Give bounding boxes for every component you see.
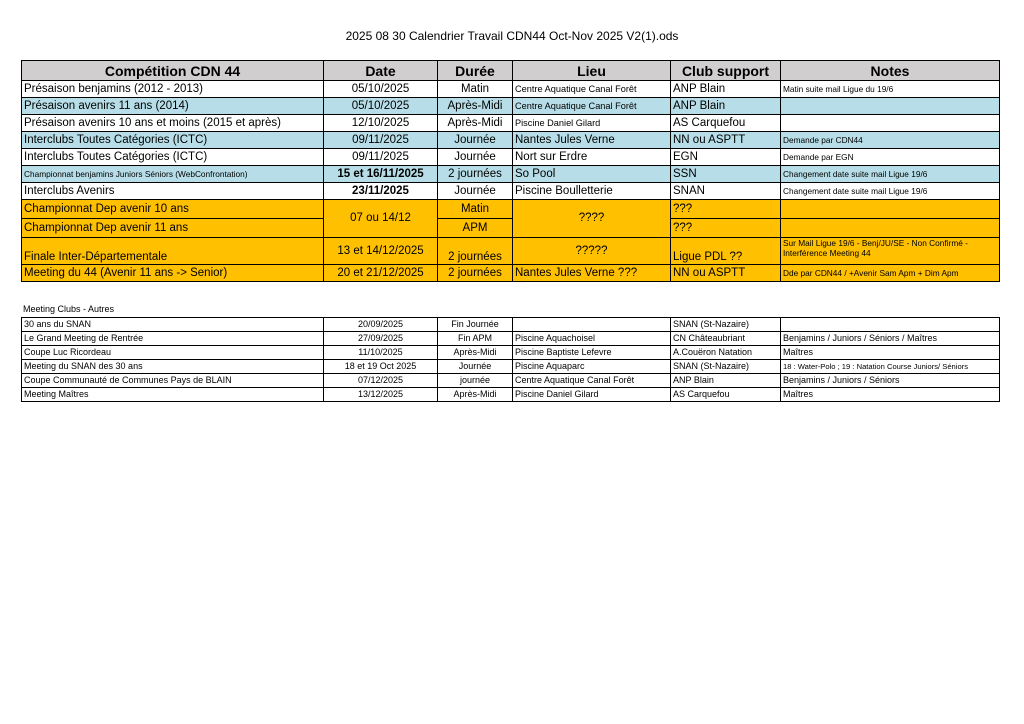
cell-notes: Matin suite mail Ligue du 19/6 [781, 81, 1000, 98]
cell-notes: Benjamins / Juniors / Séniors [781, 374, 1000, 388]
cell-date: 05/10/2025 [324, 81, 438, 98]
cell-date: 05/10/2025 [324, 98, 438, 115]
cell-duree: 2 journées [438, 166, 513, 183]
cell-competition: Championnat Dep avenir 11 ans [22, 219, 324, 238]
cell-notes: Demande par CDN44 [781, 132, 1000, 149]
cell-competition: Présaison avenirs 10 ans et moins (2015 et après) [22, 115, 324, 132]
cell-club: NN ou ASPTT [671, 132, 781, 149]
cell-duree: 2 journées [438, 238, 513, 265]
cell-meeting: Coupe Luc Ricordeau [22, 346, 324, 360]
cell-club: ??? [671, 200, 781, 219]
cell-lieu: Nantes Jules Verne [513, 132, 671, 149]
cell-club: A.Couëron Natation [671, 346, 781, 360]
cell-club: EGN [671, 149, 781, 166]
cell-club: SNAN (St-Nazaire) [671, 360, 781, 374]
cell-duree: Après-Midi [438, 98, 513, 115]
cell-club: ??? [671, 219, 781, 238]
table-row [22, 81, 1000, 98]
header-notes: Notes [781, 61, 1000, 81]
cell-competition: Championnat Dep avenir 10 ans [22, 200, 324, 219]
cell-date: 15 et 16/11/2025 [324, 166, 438, 183]
cell-duree: Matin [438, 81, 513, 98]
table-row [22, 360, 1000, 374]
cell-date: 20 et 21/12/2025 [324, 265, 438, 282]
table-row [22, 98, 1000, 115]
cell-notes: Sur Mail Ligue 19/6 - Benj/JU/SE - Non Confirmé - Interférence Meeting 44 [781, 238, 1000, 265]
table-row [22, 238, 1000, 265]
header-date: Date [324, 61, 438, 81]
cell-date: 23/11/2025 [324, 183, 438, 200]
cell-lieu: Piscine Daniel Gilard [513, 115, 671, 132]
cell-club: SNAN [671, 183, 781, 200]
cell-competition: Meeting du 44 (Avenir 11 ans -> Senior) [22, 265, 324, 282]
cell-notes: Benjamins / Juniors / Séniors / Maîtres [781, 332, 1000, 346]
cell-date: 27/09/2025 [324, 332, 438, 346]
cell-notes [781, 200, 1000, 219]
cell-duree: Journée [438, 149, 513, 166]
cell-duree: Journée [438, 183, 513, 200]
cell-lieu: Piscine Aquachoisel [513, 332, 671, 346]
table-row [22, 132, 1000, 149]
table-row [22, 200, 1000, 219]
table-row [22, 265, 1000, 282]
cell-lieu: Piscine Baptiste Lefevre [513, 346, 671, 360]
cell-competition: Présaison benjamins (2012 - 2013) [22, 81, 324, 98]
cell-duree: Après-Midi [438, 115, 513, 132]
cell-date: 09/11/2025 [324, 149, 438, 166]
cell-date: 11/10/2025 [324, 346, 438, 360]
cell-date: 18 et 19 Oct 2025 [324, 360, 438, 374]
cell-club: NN ou ASPTT [671, 265, 781, 282]
cell-competition: Présaison avenirs 11 ans (2014) [22, 98, 324, 115]
cell-lieu: Centre Aquatique Canal Forêt [513, 374, 671, 388]
cell-duree: journée [438, 374, 513, 388]
clubs-section-title: Meeting Clubs - Autres [23, 304, 115, 314]
table-row [22, 183, 1000, 200]
cell-date: 07 ou 14/12 [324, 200, 438, 238]
cell-club: ANP Blain [671, 374, 781, 388]
cell-club: SSN [671, 166, 781, 183]
cell-notes: Changement date suite mail Ligue 19/6 [781, 166, 1000, 183]
cell-meeting: Le Grand Meeting de Rentrée [22, 332, 324, 346]
cell-duree: Fin APM [438, 332, 513, 346]
cell-lieu: Piscine Daniel Gilard [513, 388, 671, 402]
cell-meeting: Meeting Maîtres [22, 388, 324, 402]
cell-duree: Après-Midi [438, 388, 513, 402]
cell-club: AS Carquefou [671, 388, 781, 402]
cell-notes: Dde par CDN44 / +Avenir Sam Apm + Dim Apm [781, 265, 1000, 282]
header-lieu: Lieu [513, 61, 671, 81]
cell-date: 13 et 14/12/2025 [324, 238, 438, 265]
cell-notes [781, 98, 1000, 115]
cell-competition: Interclubs Toutes Catégories (ICTC) [22, 132, 324, 149]
cell-notes: Changement date suite mail Ligue 19/6 [781, 183, 1000, 200]
cell-date: 09/11/2025 [324, 132, 438, 149]
table-row [22, 219, 1000, 238]
cell-lieu: Piscine Aquaparc [513, 360, 671, 374]
cell-duree: Fin Journée [438, 318, 513, 332]
cell-competition: Interclubs Avenirs [22, 183, 324, 200]
cell-meeting: 30 ans du SNAN [22, 318, 324, 332]
table-row [22, 166, 1000, 183]
cell-duree: Matin [438, 200, 513, 219]
cell-club: SNAN (St-Nazaire) [671, 318, 781, 332]
cell-duree: APM [438, 219, 513, 238]
cell-notes [781, 115, 1000, 132]
cell-club: AS Carquefou [671, 115, 781, 132]
header-duree: Durée [438, 61, 513, 81]
header-club-support: Club support [671, 61, 781, 81]
cell-lieu: Nort sur Erdre [513, 149, 671, 166]
cell-duree: Journée [438, 132, 513, 149]
cell-club: CN Châteaubriant [671, 332, 781, 346]
table-row [22, 318, 1000, 332]
cell-notes: Maîtres [781, 346, 1000, 360]
cell-lieu: Nantes Jules Verne ??? [513, 265, 671, 282]
table-row [22, 115, 1000, 132]
cell-notes: 18 : Water-Polo ; 19 : Natation Course Juniors/ Séniors [781, 360, 1000, 374]
table-row [22, 388, 1000, 402]
cell-duree: Journée [438, 360, 513, 374]
meeting-clubs-table [21, 317, 1000, 402]
cell-notes: Maîtres [781, 388, 1000, 402]
cell-lieu [513, 318, 671, 332]
cell-date: 12/10/2025 [324, 115, 438, 132]
cell-duree: 2 journées [438, 265, 513, 282]
cell-date: 07/12/2025 [324, 374, 438, 388]
cell-club: ANP Blain [671, 81, 781, 98]
cell-club: Ligue PDL ?? [671, 238, 781, 265]
cell-duree: Après-Midi [438, 346, 513, 360]
cell-lieu: Centre Aquatique Canal Forêt [513, 81, 671, 98]
cdn44-competition-table [21, 60, 1000, 282]
cell-notes [781, 219, 1000, 238]
cell-date: 13/12/2025 [324, 388, 438, 402]
cell-meeting: Meeting du SNAN des 30 ans [22, 360, 324, 374]
cell-lieu: Centre Aquatique Canal Forêt [513, 98, 671, 115]
cell-date: 20/09/2025 [324, 318, 438, 332]
cell-lieu: ????? [513, 238, 671, 265]
cell-competition: Championnat benjamins Juniors Séniors (WebConfrontation) [22, 166, 324, 183]
cell-notes: Demande par EGN [781, 149, 1000, 166]
cell-competition: Finale Inter-Départementale [22, 238, 324, 265]
table-row [22, 149, 1000, 166]
table-row [22, 374, 1000, 388]
cell-lieu: ???? [513, 200, 671, 238]
cell-meeting: Coupe Communauté de Communes Pays de BLAIN [22, 374, 324, 388]
cell-notes [781, 318, 1000, 332]
table-header-row [22, 61, 1000, 81]
header-competition: Compétition CDN 44 [22, 61, 324, 81]
cell-competition: Interclubs Toutes Catégories (ICTC) [22, 149, 324, 166]
document-title: 2025 08 30 Calendrier Travail CDN44 Oct-Nov 2025 V2(1).ods [345, 29, 679, 43]
table-row [22, 346, 1000, 360]
cell-lieu: So Pool [513, 166, 671, 183]
table-row [22, 332, 1000, 346]
cell-club: ANP Blain [671, 98, 781, 115]
cell-lieu: Piscine Boulletterie [513, 183, 671, 200]
